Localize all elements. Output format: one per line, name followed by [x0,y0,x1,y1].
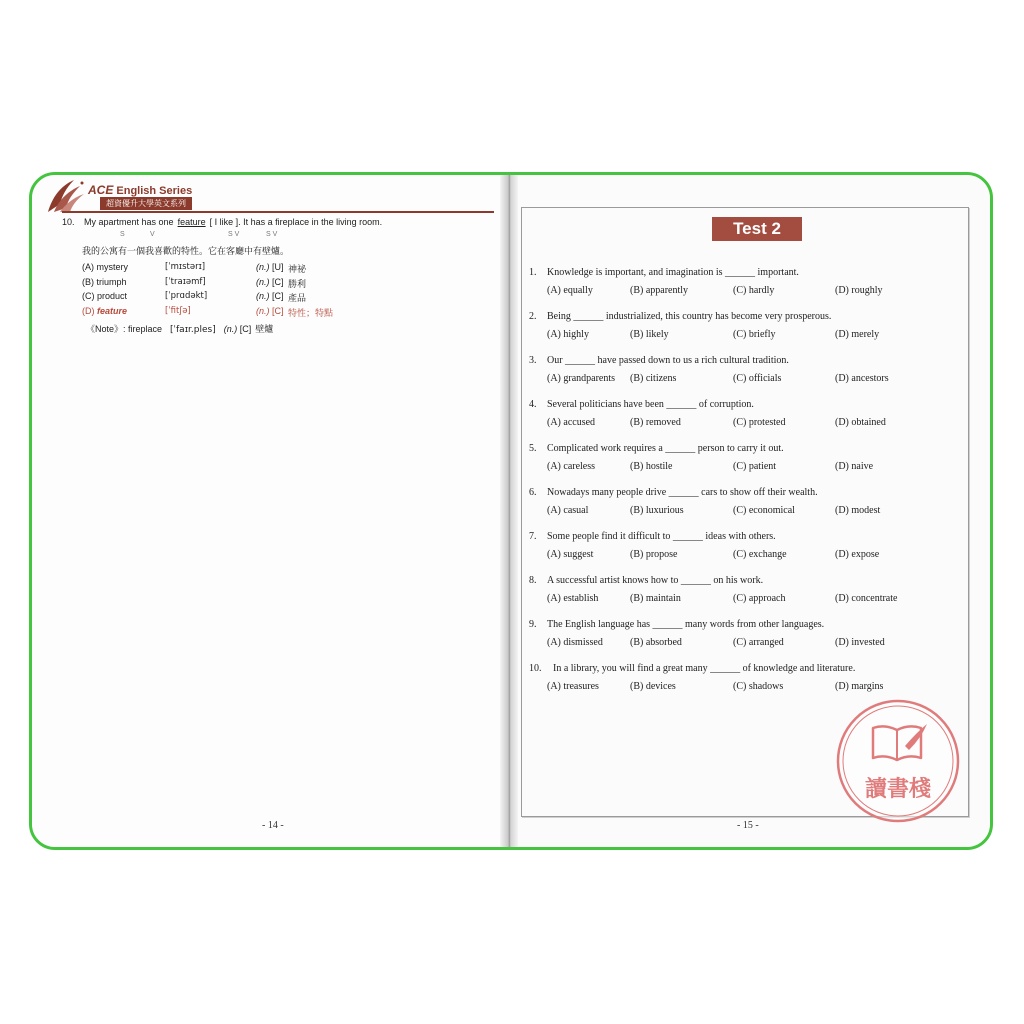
book-gutter [500,175,518,847]
option-d: (D) ancestors [835,373,889,384]
option-c: (C) briefly [733,329,776,340]
question-number: 1. [529,267,537,278]
question-stem: Our ______ have passed down to us a rich cultural tradition. [547,355,789,366]
option-b: (B) maintain [630,593,681,604]
option-a: (A) treasures [547,681,599,692]
question-options [547,329,967,343]
question-item [529,487,959,531]
header-rule [62,211,494,213]
question-options [547,637,967,651]
question-options [547,593,967,607]
series-title [88,183,192,197]
option-a: (A) accused [547,417,596,428]
question-stem: Some people find it difficult to ______ ideas with others. [547,531,776,542]
option-d: (D) merely [835,329,880,340]
option-a: (A) establish [547,593,599,604]
option-d: (D) naive [835,461,874,472]
option-b: (B) removed [630,417,681,428]
note-meaning: 壁爐 [255,325,274,335]
option-a: (A) dismissed [547,637,603,648]
option-b: (B) absorbed [630,637,682,648]
question-stem: Knowledge is important, and imagination is ______ important. [547,267,799,278]
option-d: (D) obtained [835,417,886,428]
sv-mark: S [120,231,125,238]
question-item [529,355,959,399]
series-title-ace: ACE [88,183,114,197]
option-d: (D) modest [835,505,881,516]
option-c: (C) protested [733,417,786,428]
question-stem: Nowadays many people drive ______ cars to show off their wealth. [547,487,818,498]
option-c: (C) arranged [733,637,784,648]
vocab-option-label: (D) feature [82,305,128,316]
option-c: (C) approach [733,593,786,604]
option-a: (A) careless [547,461,596,472]
sv-mark: S V [228,231,240,238]
vocab-pos: (n.) [C] [256,291,284,301]
question-options [547,417,967,431]
question-text-before: My apartment has one [84,217,174,227]
option-c: (C) patient [733,461,777,472]
option-b: (B) citizens [630,373,677,384]
vocab-pos: (n.) [U] [256,262,284,272]
question-item [529,267,959,311]
option-a: (A) equally [547,285,593,296]
question-stem: The English language has ______ many words from other languages. [547,619,825,630]
question-options [547,285,967,299]
option-d: (D) concentrate [835,593,898,604]
vocab-meaning: 神祕 [288,265,307,275]
question-stem: Complicated work requires a ______ person to carry it out. [547,443,784,454]
question-options [547,373,967,387]
vocab-meaning: 特性；特點 [288,308,334,319]
question-number: 2. [529,311,537,322]
series-subtitle: 超資優升大學英文系列 [100,197,192,210]
option-c: (C) shadows [733,681,784,692]
question-blank-answer: feature [177,217,206,227]
question-item [529,575,959,619]
option-a: (A) casual [547,505,589,516]
vocab-ipa: [ˈfitʃə] [165,305,191,316]
test-title: Test 2 [712,217,802,241]
question-stem: Being ______ industrialized, this country has become very prosperous. [547,311,832,322]
question-item [529,399,959,443]
question-options [547,681,967,695]
chinese-translation: 我的公寓有一個我喜歡的特性。它在客廳中有壁爐。 [82,247,290,257]
question-item [529,619,959,663]
question-number: 7. [529,531,537,542]
option-c: (C) exchange [733,549,787,560]
vocab-pos: (n.) [C] [256,305,284,316]
question-number: 9. [529,619,537,630]
question-list [529,267,959,707]
vocab-option-label: (B) triumph [82,276,127,287]
option-a: (A) grandparents [547,373,616,384]
sv-mark: S V [266,231,278,238]
option-d: (D) margins [835,681,884,692]
option-b: (B) luxurious [630,505,684,516]
question-stem: Several politicians have been ______ of corruption. [547,399,754,410]
question-options [547,461,967,475]
question-stem: A successful artist knows how to ______ on his work. [547,575,764,586]
question-number: 10. [62,217,75,227]
option-a: (A) suggest [547,549,594,560]
stamp-text: 讀書棧 [864,777,932,802]
page-number-right: - 15 - [737,820,759,831]
option-d: (D) roughly [835,285,883,296]
option-b: (B) propose [630,549,678,560]
series-title-rest: English Series [113,185,193,197]
note-pos: (n.) [C] [223,324,252,334]
vocab-pos: (n.) [C] [256,276,284,287]
question-number: 4. [529,399,537,410]
option-c: (C) economical [733,505,795,516]
vocab-option-label: (A) mystery [82,262,128,272]
option-d: (D) expose [835,549,880,560]
question-number: 3. [529,355,537,366]
vocab-note [86,322,273,335]
question-item [529,311,959,355]
vocab-ipa: [ˈmɪstərɪ] [165,262,206,272]
vocab-meaning: 勝利 [288,279,307,290]
sv-mark: V [150,231,155,238]
vocab-ipa: [ˈprɑdəkt] [165,291,208,301]
note-ipa: [ˈfaɪr.ples] [170,325,216,335]
question-number: 5. [529,443,537,454]
question-number: 8. [529,575,537,586]
wing-logo-icon [44,178,88,214]
vocab-meaning: 產品 [288,294,307,304]
explanation-question [62,217,382,227]
option-b: (B) likely [630,329,669,340]
note-label: 《Note》: fireplace [86,324,163,334]
option-a: (A) highly [547,329,589,340]
option-b: (B) devices [630,681,676,692]
bookstore-stamp-icon [835,698,961,824]
question-options [547,505,967,519]
question-number: 10. [529,663,542,674]
question-number: 6. [529,487,537,498]
option-b: (B) hostile [630,461,673,472]
option-b: (B) apparently [630,285,689,296]
question-options [547,549,967,563]
question-stem: In a library, you will find a great many ______ of knowledge and literature. [553,663,856,674]
option-d: (D) invested [835,637,885,648]
vocab-ipa: [ˈtraɪəmf] [165,276,206,287]
question-text-after: [ I like ]. It has a fireplace in the living room. [209,217,383,227]
option-c: (C) hardly [733,285,775,296]
vocab-option-label: (C) product [82,291,128,301]
page-number-left: - 14 - [262,820,284,831]
question-item [529,531,959,575]
option-c: (C) officials [733,373,782,384]
question-item [529,443,959,487]
